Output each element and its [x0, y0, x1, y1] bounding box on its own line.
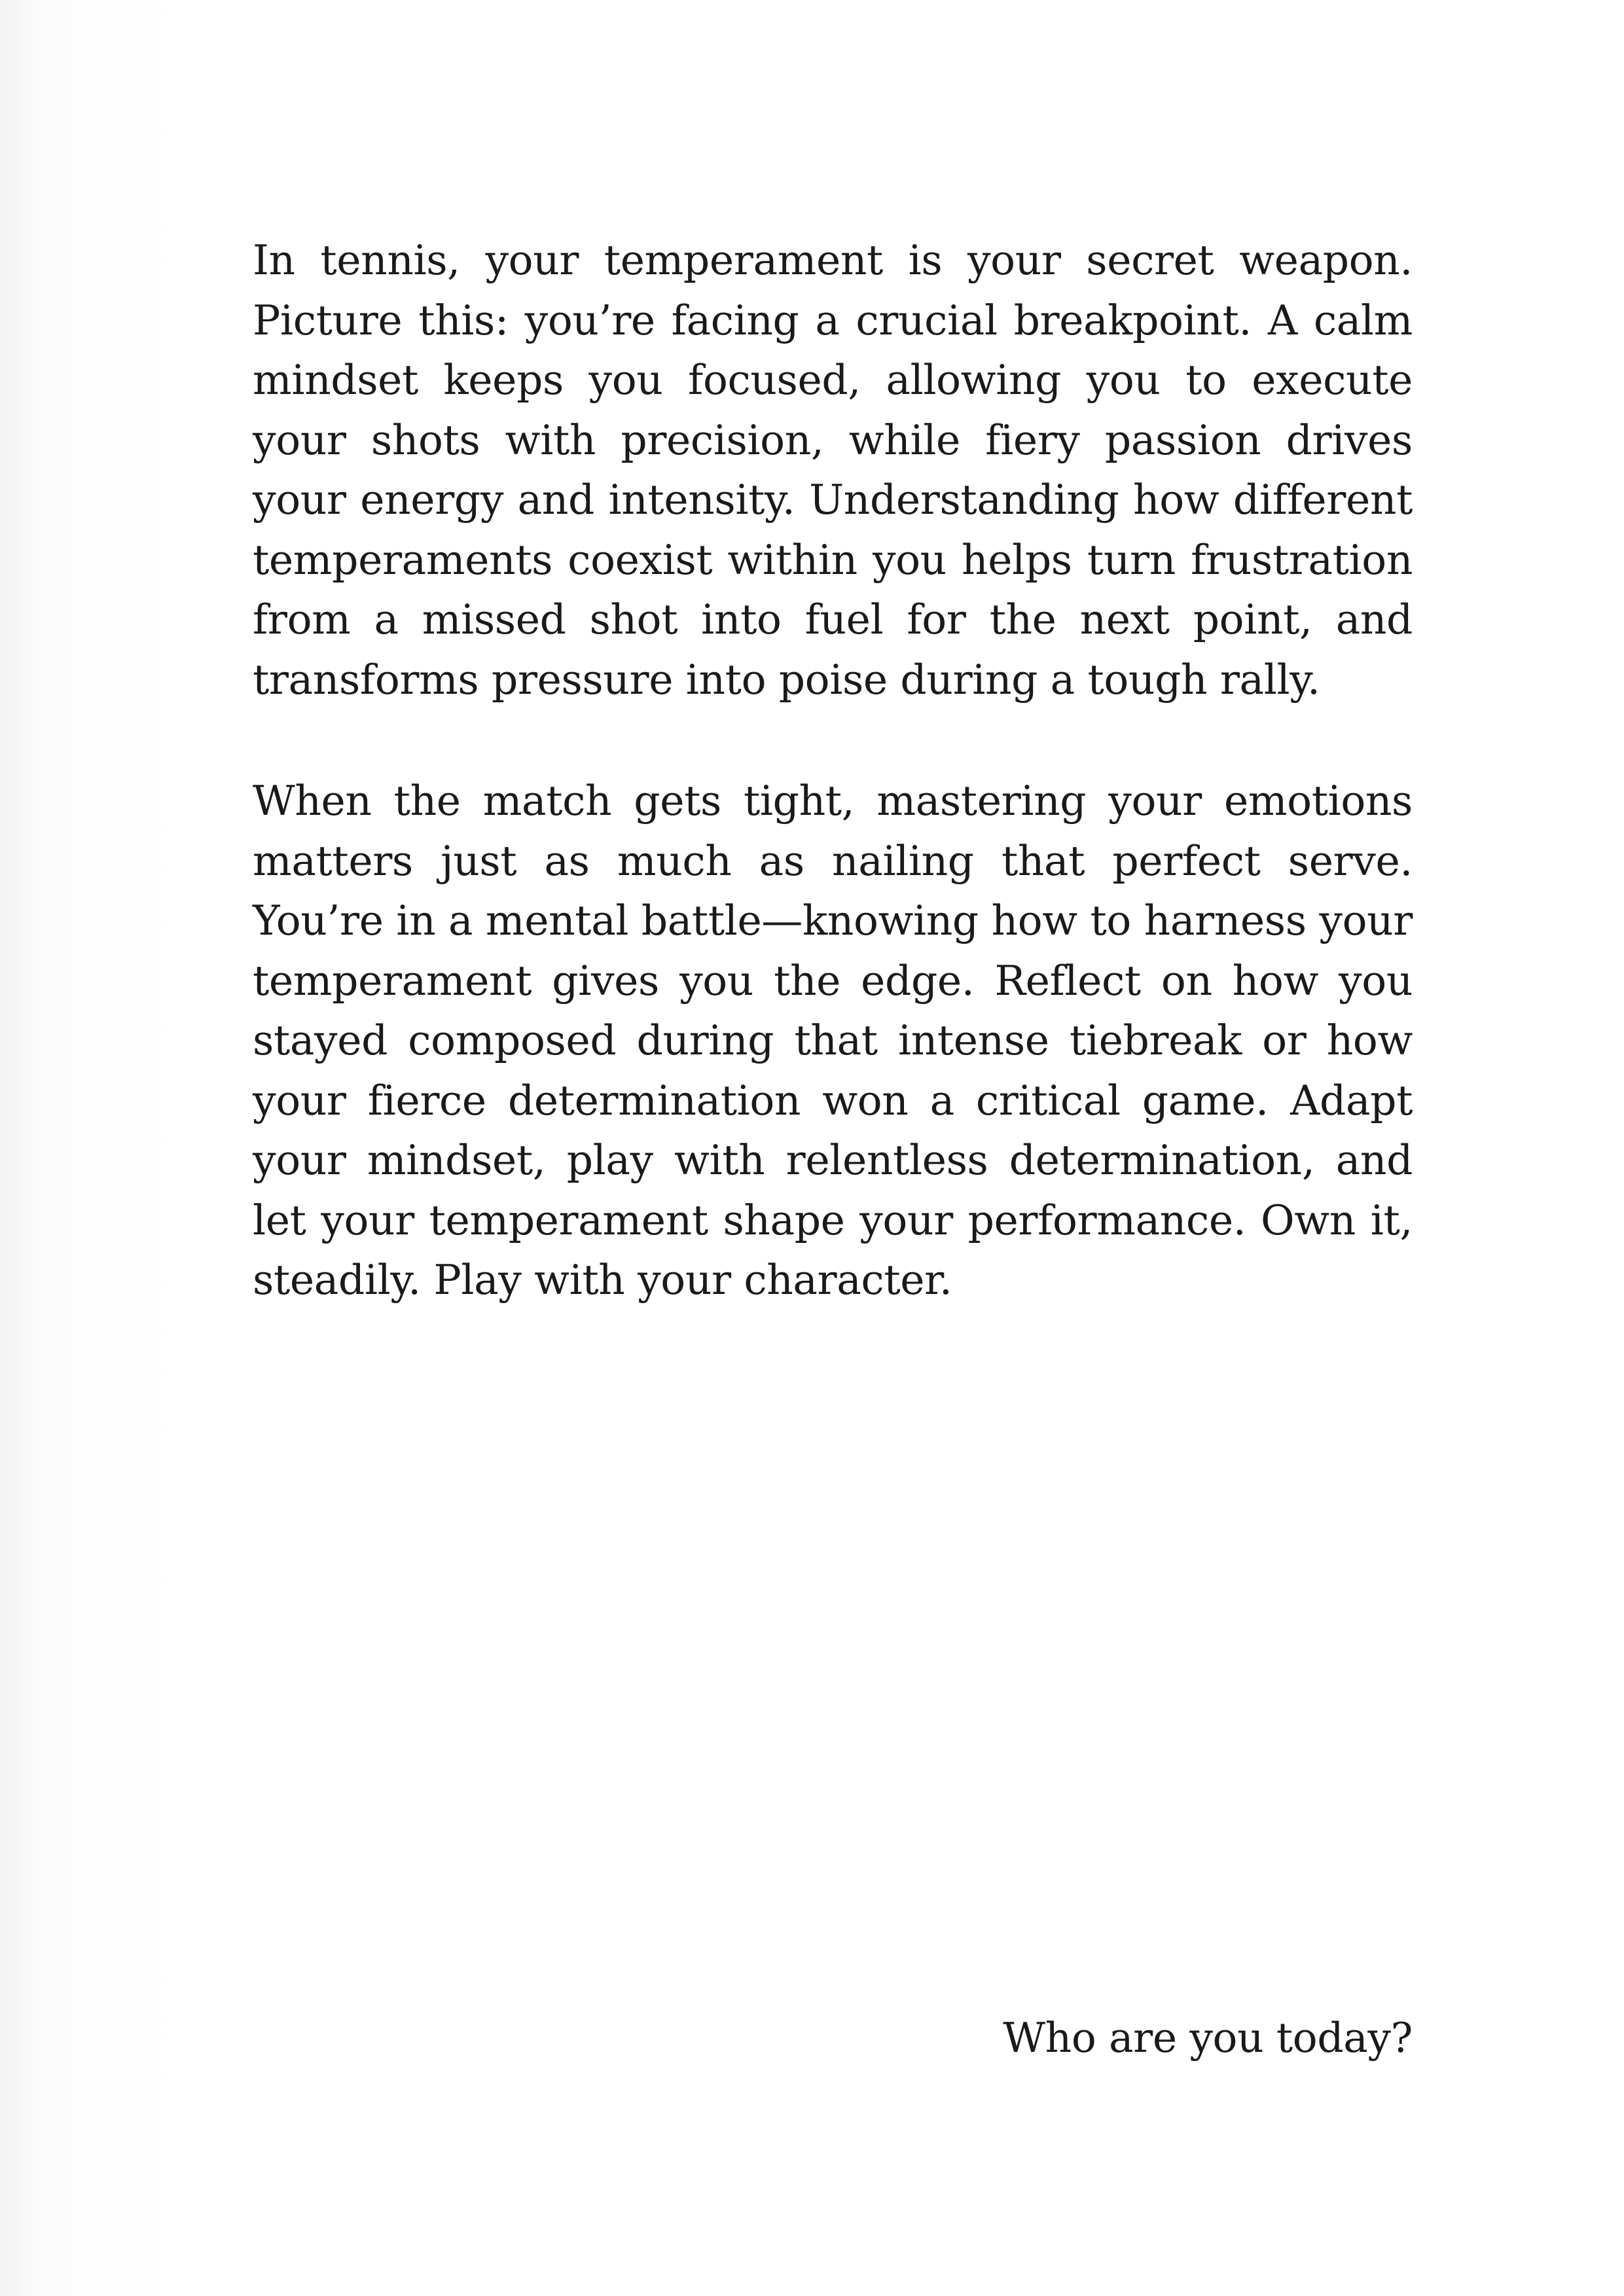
body-paragraph-2: When the match gets tight, mastering your emotions matters just as much as nailing that perfect serve. You’re in a mental battle—knowing how to harness your temperament gives you the edge. Reflect on how you stayed composed during that intense tiebreak or how your fierce determination won a critical game. Adapt your mindset, play with relentless determination, and let your temperament shape your performance. Own it, steadily. Play with your character. [253, 777, 1413, 1304]
body-paragraph-1: In tennis, your temperament is your secret weapon. Picture this: you’re facing a crucial breakpoint. A calm mindset keeps you focused, allowing you to execute your shots with precision, while fiery passion drives your energy and intensity. Understanding how different temperaments coexist within you helps turn frustration from a missed shot into fuel for the next point, and transforms pressure into poise during a tough rally. [253, 236, 1413, 704]
closing-question: Who are you today? [1003, 2014, 1413, 2062]
